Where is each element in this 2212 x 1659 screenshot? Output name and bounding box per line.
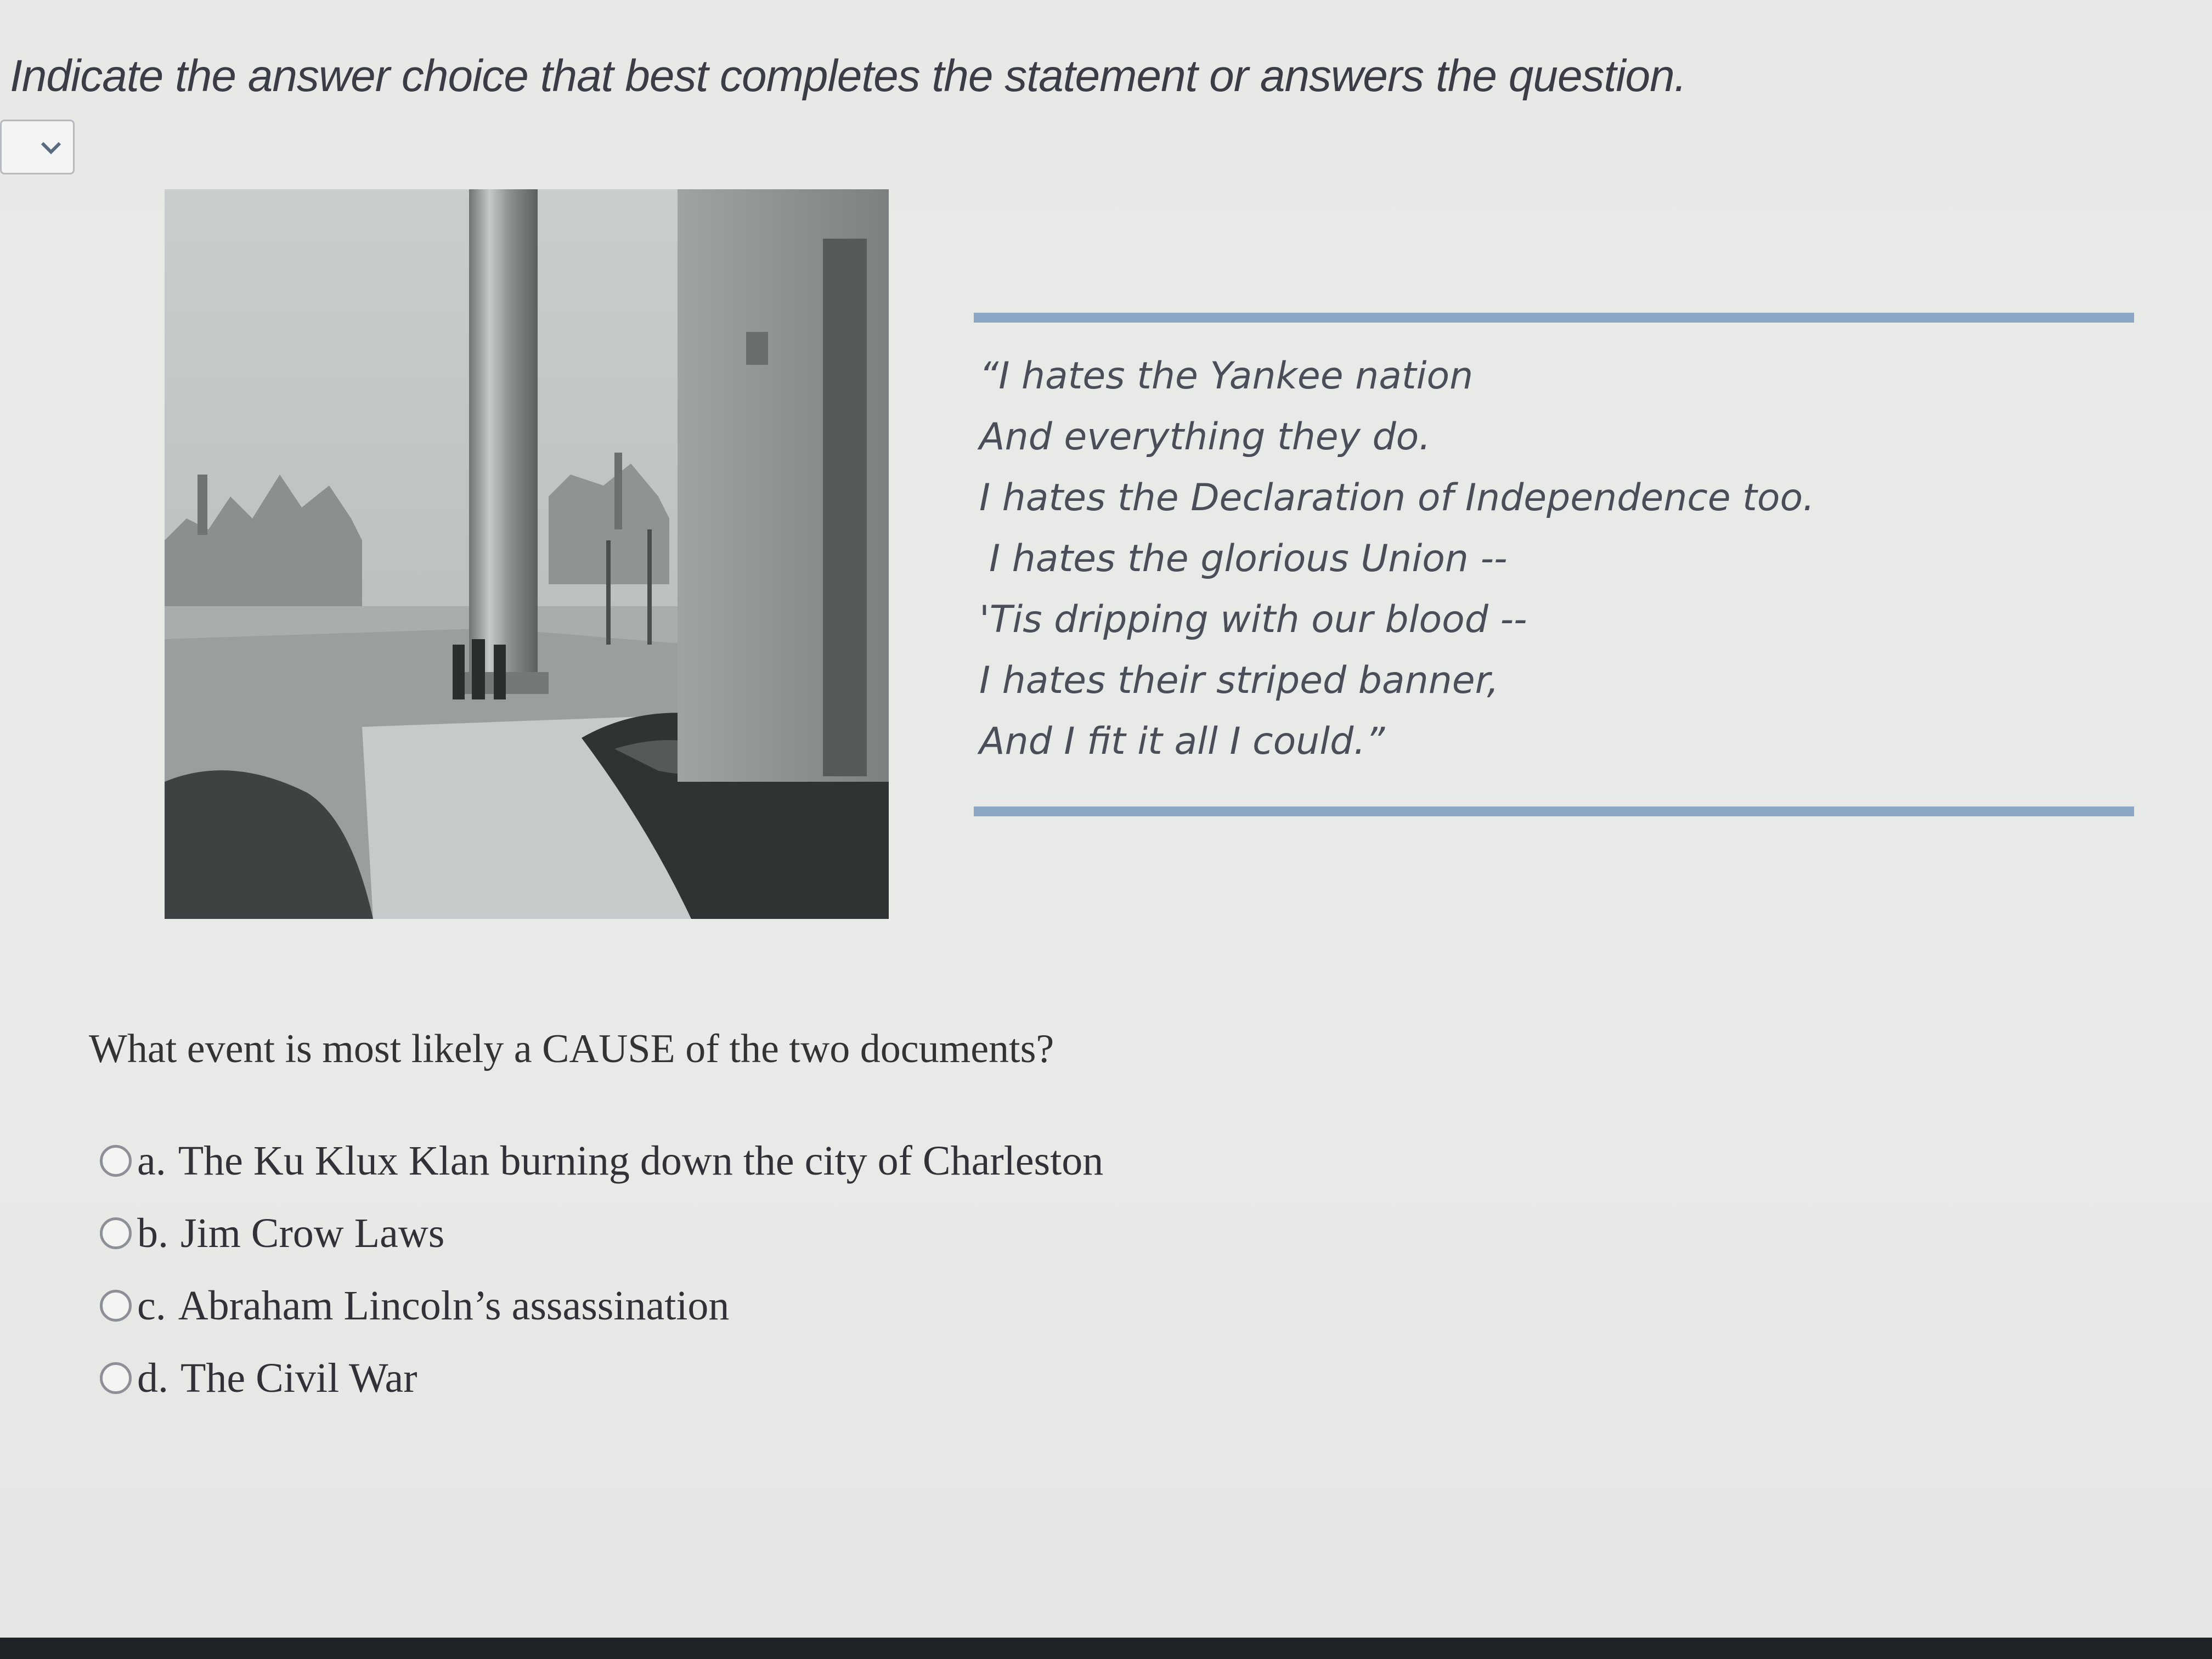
option-text: The Civil War <box>180 1355 417 1401</box>
option-d[interactable] <box>100 1342 1103 1414</box>
option-b[interactable] <box>100 1197 1103 1269</box>
poem-line: I hates the Declaration of Independence too. <box>979 476 1815 520</box>
option-letter: d. <box>137 1355 168 1401</box>
poem-line: And everything they do. <box>979 415 1431 459</box>
poem-line: And I fit it all I could.” <box>979 720 1385 763</box>
option-text: Jim Crow Laws <box>180 1210 445 1256</box>
option-letter: b. <box>137 1210 168 1256</box>
chevron-down-icon <box>39 140 63 156</box>
option-letter: a. <box>137 1137 166 1184</box>
answer-dropdown[interactable] <box>0 120 75 174</box>
option-a[interactable] <box>100 1125 1103 1197</box>
screen-bottom-edge <box>0 1638 2212 1659</box>
answer-options <box>100 1125 1103 1414</box>
radio-button[interactable] <box>100 1362 132 1394</box>
option-letter: c. <box>137 1282 166 1329</box>
option-text: Abraham Lincoln’s assassination <box>178 1282 730 1329</box>
poem-line: I hates the glorious Union -- <box>989 537 1508 580</box>
radio-button[interactable] <box>100 1217 132 1249</box>
option-c[interactable] <box>100 1269 1103 1342</box>
option-text: The Ku Klux Klan burning down the city of Charleston <box>178 1137 1104 1184</box>
poem-excerpt <box>979 346 1815 772</box>
poem-line: I hates their striped banner, <box>979 659 1499 702</box>
radio-button[interactable] <box>100 1290 132 1322</box>
instruction-text: Indicate the answer choice that best completes the statement or answers the question. <box>10 51 1686 101</box>
poem-line: 'Tis dripping with our blood -- <box>979 598 1527 641</box>
question-text: What event is most likely a CAUSE of the two documents? <box>89 1026 1054 1071</box>
radio-button[interactable] <box>100 1145 132 1177</box>
poem-bottom-rule <box>974 806 2134 816</box>
ruins-photograph <box>165 189 889 919</box>
poem-top-rule <box>974 313 2134 323</box>
poem-line: “I hates the Yankee nation <box>979 354 1474 398</box>
question-heading-cutoff <box>0 0 494 11</box>
